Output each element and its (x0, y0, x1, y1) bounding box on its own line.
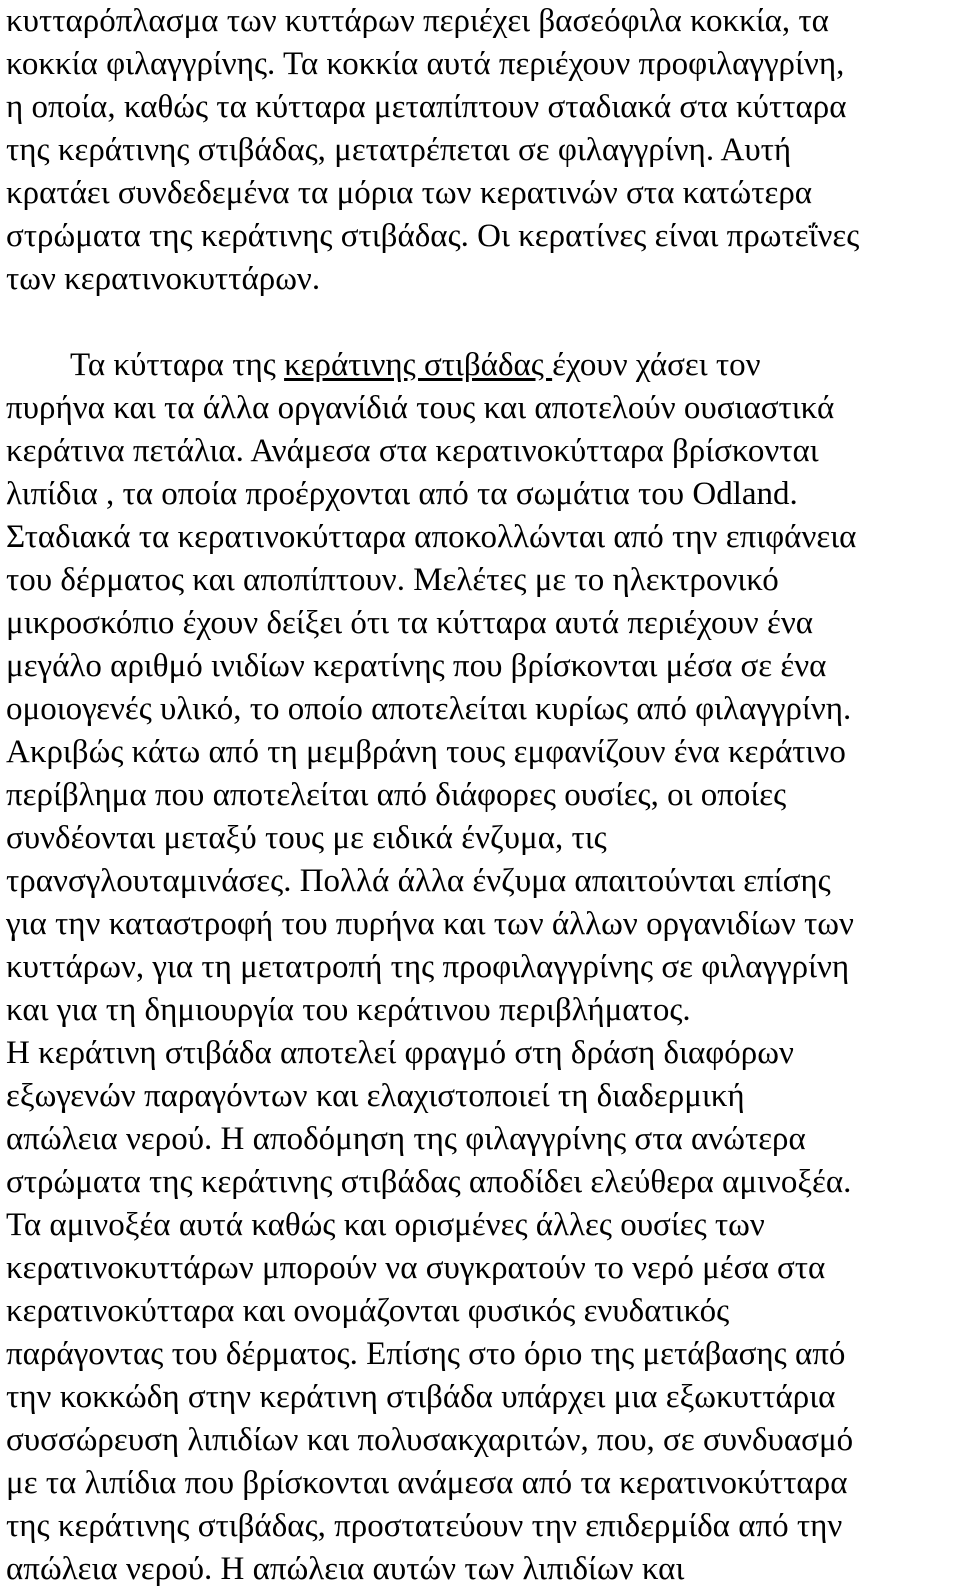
text-line: στρώματα της κεράτινης στιβάδας αποδίδει ελεύθερα αμινοξέα. (6, 1164, 852, 1200)
text-line: στρώματα της κεράτινης στιβάδας. Οι κερατίνες είναι πρωτεΐνες (6, 218, 860, 254)
text-line: κεράτινα πετάλια. Ανάμεσα στα κερατινοκύτταρα βρίσκονται (6, 433, 819, 469)
text-line-first (6, 344, 954, 387)
text-line: παράγοντας του δέρματος. Επίσης στο όριο της μετάβασης από (6, 1336, 846, 1372)
text-line: Η κεράτινη στιβάδα αποτελεί φραγμό στη δράση διαφόρων (6, 1035, 794, 1071)
text-line: λιπίδια , τα οποία προέρχονται από τα σωμάτια του Odland. (6, 476, 798, 512)
document-body (6, 0, 954, 1591)
text-line: του δέρματος και αποπίπτουν. Μελέτες με το ηλεκτρονικό (6, 562, 779, 598)
text-line: κυττάρων, για τη μετατροπή της προφιλαγγρίνης σε φιλαγγρίνη (6, 949, 850, 985)
text-line: μεγάλο αριθμό ινιδίων κερατίνης που βρίσκονται μέσα σε ένα (6, 648, 827, 684)
text-run: έχουν χάσει τον (552, 347, 761, 383)
text-line: ομοιογενές υλικό, το οποίο αποτελείται κυρίως από φιλαγγρίνη. (6, 691, 852, 727)
paragraph-gap (6, 301, 954, 344)
text-line: για την καταστροφή του πυρήνα και των άλλων οργανιδίων των (6, 906, 854, 942)
text-line: Τα αμινοξέα αυτά καθώς και ορισμένες άλλες ουσίες των (6, 1207, 765, 1243)
text-line: των κερατινοκυττάρων. (6, 261, 321, 297)
text-line: μικροσκόπιο έχουν δείξει ότι τα κύτταρα αυτά περιέχουν ένα (6, 605, 814, 641)
paragraph-stratum-corneum-cells (6, 344, 954, 1032)
text-line: συσσώρευση λιπιδίων και πολυσακχαριτών, που, σε συνδυασμό (6, 1422, 854, 1458)
underlined-term: κεράτινης στιβάδας (284, 347, 553, 383)
text-line: κερατινοκύτταρα και ονομάζονται φυσικός ενυδατικός (6, 1293, 730, 1329)
text-line: συνδέονται μεταξύ τους με ειδικά ένζυμα, τις (6, 820, 607, 856)
text-line: Σταδιακά τα κερατινοκύτταρα αποκολλώνται από την επιφάνεια (6, 519, 857, 555)
text-run: Τα κύτταρα της (70, 347, 285, 383)
paragraph-barrier-function (6, 1032, 954, 1591)
text-line: τρανσγλουταμινάσες. Πολλά άλλα ένζυμα απαιτούνται επίσης (6, 863, 831, 899)
text-line: κοκκία φιλαγγρίνης. Τα κοκκία αυτά περιέχουν προφιλαγγρίνη, (6, 46, 845, 82)
text-line: της κεράτινης στιβάδας, μετατρέπεται σε φιλαγγρίνη. Αυτή (6, 132, 792, 168)
paragraph-cytoplasm (6, 0, 954, 301)
text-line: περίβλημα που αποτελείται από διάφορες ουσίες, οι οποίες (6, 777, 787, 813)
text-line: πυρήνα και τα άλλα οργανίδιά τους και αποτελούν ουσιαστικά (6, 390, 835, 426)
text-line: της κεράτινης στιβάδας, προστατεύουν την επιδερμίδα από την (6, 1508, 843, 1544)
text-line: την κοκκώδη στην κεράτινη στιβάδα υπάρχει μια εξωκυττάρια (6, 1379, 836, 1415)
text-line: κυτταρόπλασμα των κυττάρων περιέχει βασεόφιλα κοκκία, τα (6, 3, 829, 39)
text-line: απώλεια νερού. Η απώλεια αυτών των λιπιδίων και (6, 1551, 685, 1587)
text-line: κρατάει συνδεδεμένα τα μόρια των κερατινών στα κατώτερα (6, 175, 813, 211)
text-line: εξωγενών παραγόντων και ελαχιστοποιεί τη διαδερμική (6, 1078, 745, 1114)
text-line: και για τη δημιουργία του κεράτινου περιβλήματος. (6, 992, 691, 1028)
text-line: η οποία, καθώς τα κύτταρα μεταπίπτουν σταδιακά στα κύτταρα (6, 89, 847, 125)
text-line: με τα λιπίδια που βρίσκονται ανάμεσα από τα κερατινοκύτταρα (6, 1465, 848, 1501)
text-line: απώλεια νερού. Η αποδόμηση της φιλαγγρίνης στα ανώτερα (6, 1121, 806, 1157)
text-line: κερατινοκυττάρων μπορούν να συγκρατούν το νερό μέσα στα (6, 1250, 826, 1286)
text-line: Ακριβώς κάτω από τη μεμβράνη τους εμφανίζουν ένα κεράτινο (6, 734, 846, 770)
